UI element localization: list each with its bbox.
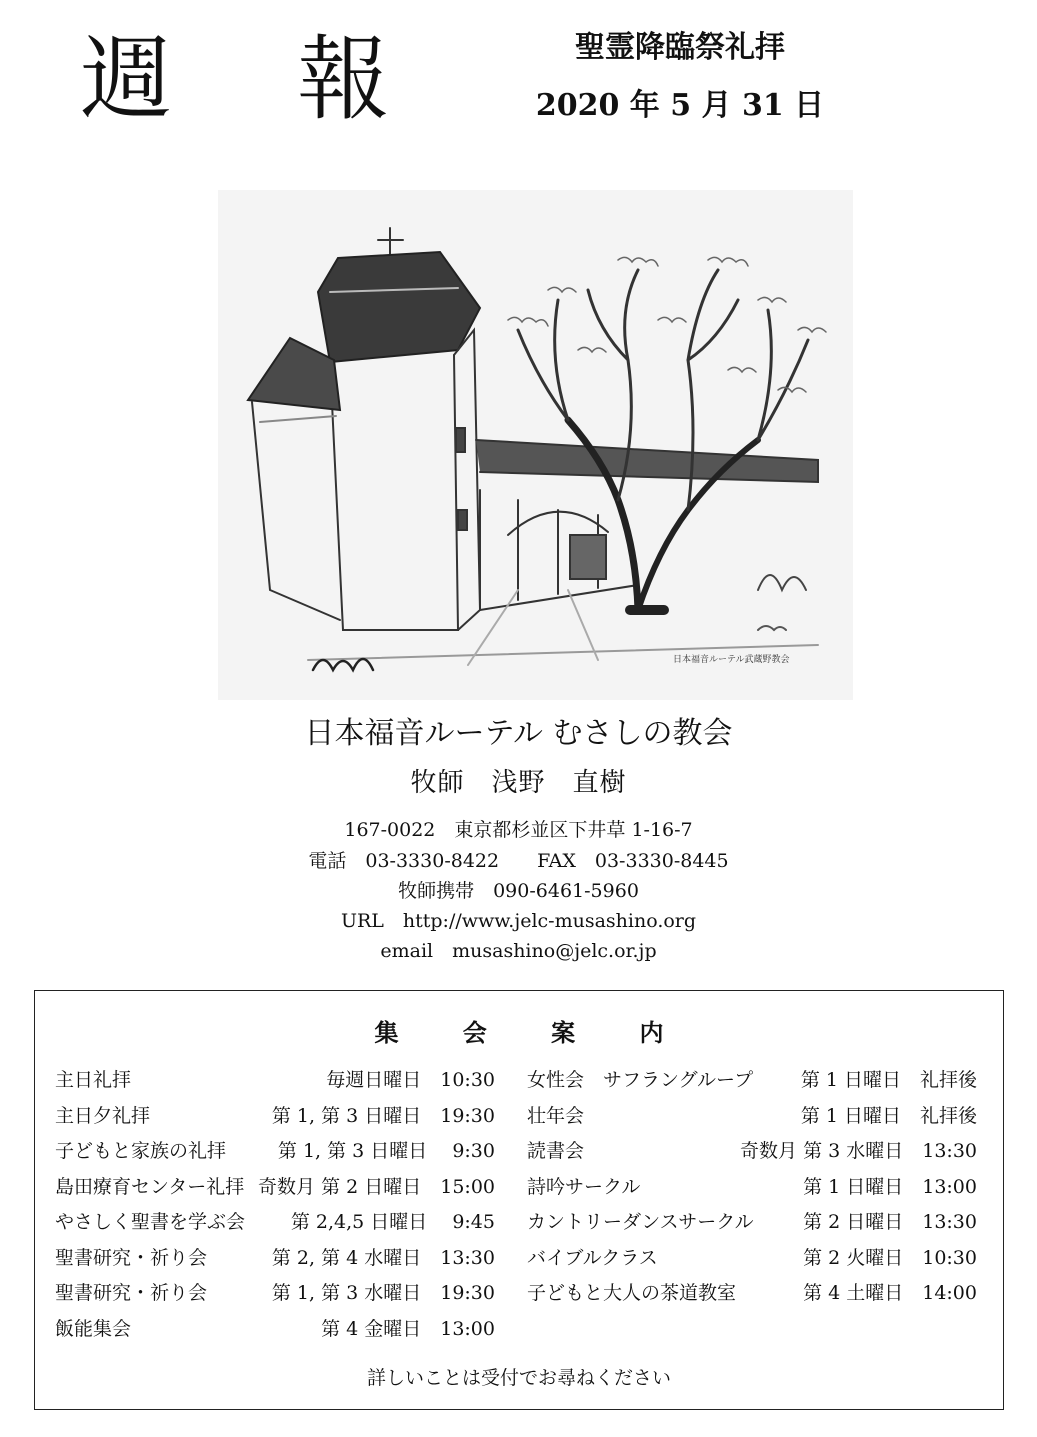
meeting-row xyxy=(55,1312,495,1348)
meeting-name: 聖書研究・祈り会 xyxy=(55,1246,208,1269)
meeting-row xyxy=(55,1241,495,1277)
meeting-name: 読書会 xyxy=(527,1140,585,1162)
meeting-row xyxy=(55,1170,495,1206)
church-url[interactable]: URL http://www.jelc-musashino.org xyxy=(340,910,697,932)
meeting-row xyxy=(55,1134,495,1170)
meeting-name: 女性会 サフラングループ xyxy=(527,1069,754,1091)
meeting-schedule: 第 1 日曜日 礼拝後 xyxy=(800,1104,977,1127)
church-phone-fax: 電話 03-3330-8422 FAX 03-3330-8445 xyxy=(308,850,729,872)
meeting-schedule: 第 1, 第 3 水曜日 19:30 xyxy=(271,1282,495,1304)
pastor-mobile: 牧師携帯 090-6461-5960 xyxy=(398,880,639,902)
meeting-name: 子どもと大人の茶道教室 xyxy=(527,1282,737,1304)
meeting-schedule: 奇数月 第 3 水曜日 13:30 xyxy=(740,1140,977,1162)
service-name: 聖霊降臨祭礼拝 xyxy=(575,30,785,65)
church-email[interactable]: email musashino@jelc.or.jp xyxy=(380,940,657,962)
meeting-row xyxy=(527,1170,977,1206)
meeting-schedule: 毎週日曜日 10:30 xyxy=(326,1069,495,1091)
meeting-name: 詩吟サークル xyxy=(527,1175,641,1198)
meeting-name: 飯能集会 xyxy=(55,1317,132,1340)
meeting-name: 聖書研究・祈り会 xyxy=(55,1282,208,1304)
meeting-name: バイブルクラス xyxy=(527,1246,658,1269)
church-address: 167-0022 東京都杉並区下井草 1-16-7 xyxy=(344,819,693,841)
meeting-row xyxy=(527,1241,977,1277)
meeting-row xyxy=(55,1205,495,1241)
meeting-schedule: 第 2 火曜日 10:30 xyxy=(803,1246,977,1269)
meeting-schedule: 第 1, 第 3 日曜日 9:30 xyxy=(277,1140,495,1162)
meeting-schedule: 第 1, 第 3 日曜日 19:30 xyxy=(271,1104,495,1127)
church-sketch xyxy=(218,190,853,700)
meeting-schedule: 第 1 日曜日 礼拝後 xyxy=(800,1069,977,1091)
meetings-footer-note: 詳しいことは受付でお尋ねください xyxy=(366,1367,671,1389)
meeting-row xyxy=(527,1099,977,1135)
church-sketch-icon xyxy=(218,190,853,700)
meeting-row xyxy=(55,1099,495,1135)
meeting-schedule: 奇数月 第 2 日曜日 15:00 xyxy=(258,1175,495,1198)
meeting-row xyxy=(55,1276,495,1312)
meeting-name: 主日夕礼拝 xyxy=(55,1104,151,1127)
bulletin-title: 週 報 xyxy=(80,26,438,133)
meetings-heading: 集 会 案 内 xyxy=(374,1018,692,1047)
meetings-left-column xyxy=(55,1063,495,1347)
bulletin-date: 2020 年 5 月 31 日 xyxy=(535,88,825,123)
meeting-row xyxy=(527,1205,977,1241)
meeting-schedule: 第 2 日曜日 13:30 xyxy=(803,1211,977,1233)
meetings-right-column xyxy=(527,1063,977,1312)
meeting-row xyxy=(527,1134,977,1170)
pastor-name: 牧師 浅野 直樹 xyxy=(410,768,627,798)
meeting-row xyxy=(527,1063,977,1099)
meeting-schedule: 第 1 日曜日 13:00 xyxy=(803,1175,977,1198)
meeting-schedule: 第 2, 第 4 水曜日 13:30 xyxy=(271,1246,495,1269)
meetings-box xyxy=(34,990,1004,1410)
meeting-name: やさしく聖書を学ぶ会 xyxy=(55,1211,246,1233)
meeting-schedule: 第 4 金曜日 13:00 xyxy=(321,1317,495,1340)
sketch-caption: 日本福音ルーテル武蔵野教会 xyxy=(673,655,790,665)
meeting-name: 島田療育センター礼拝 xyxy=(55,1175,245,1198)
church-name: 日本福音ルーテル むさしの教会 xyxy=(304,716,733,751)
meeting-schedule: 第 4 土曜日 14:00 xyxy=(803,1282,977,1304)
meeting-name: 子どもと家族の礼拝 xyxy=(55,1140,227,1162)
meeting-schedule: 第 2,4,5 日曜日 9:45 xyxy=(290,1211,495,1233)
meeting-name: 主日礼拝 xyxy=(55,1069,132,1091)
meeting-name: 壮年会 xyxy=(527,1104,585,1127)
meeting-name: カントリーダンスサークル xyxy=(527,1211,754,1233)
meeting-row xyxy=(527,1276,977,1312)
meeting-row xyxy=(55,1063,495,1099)
